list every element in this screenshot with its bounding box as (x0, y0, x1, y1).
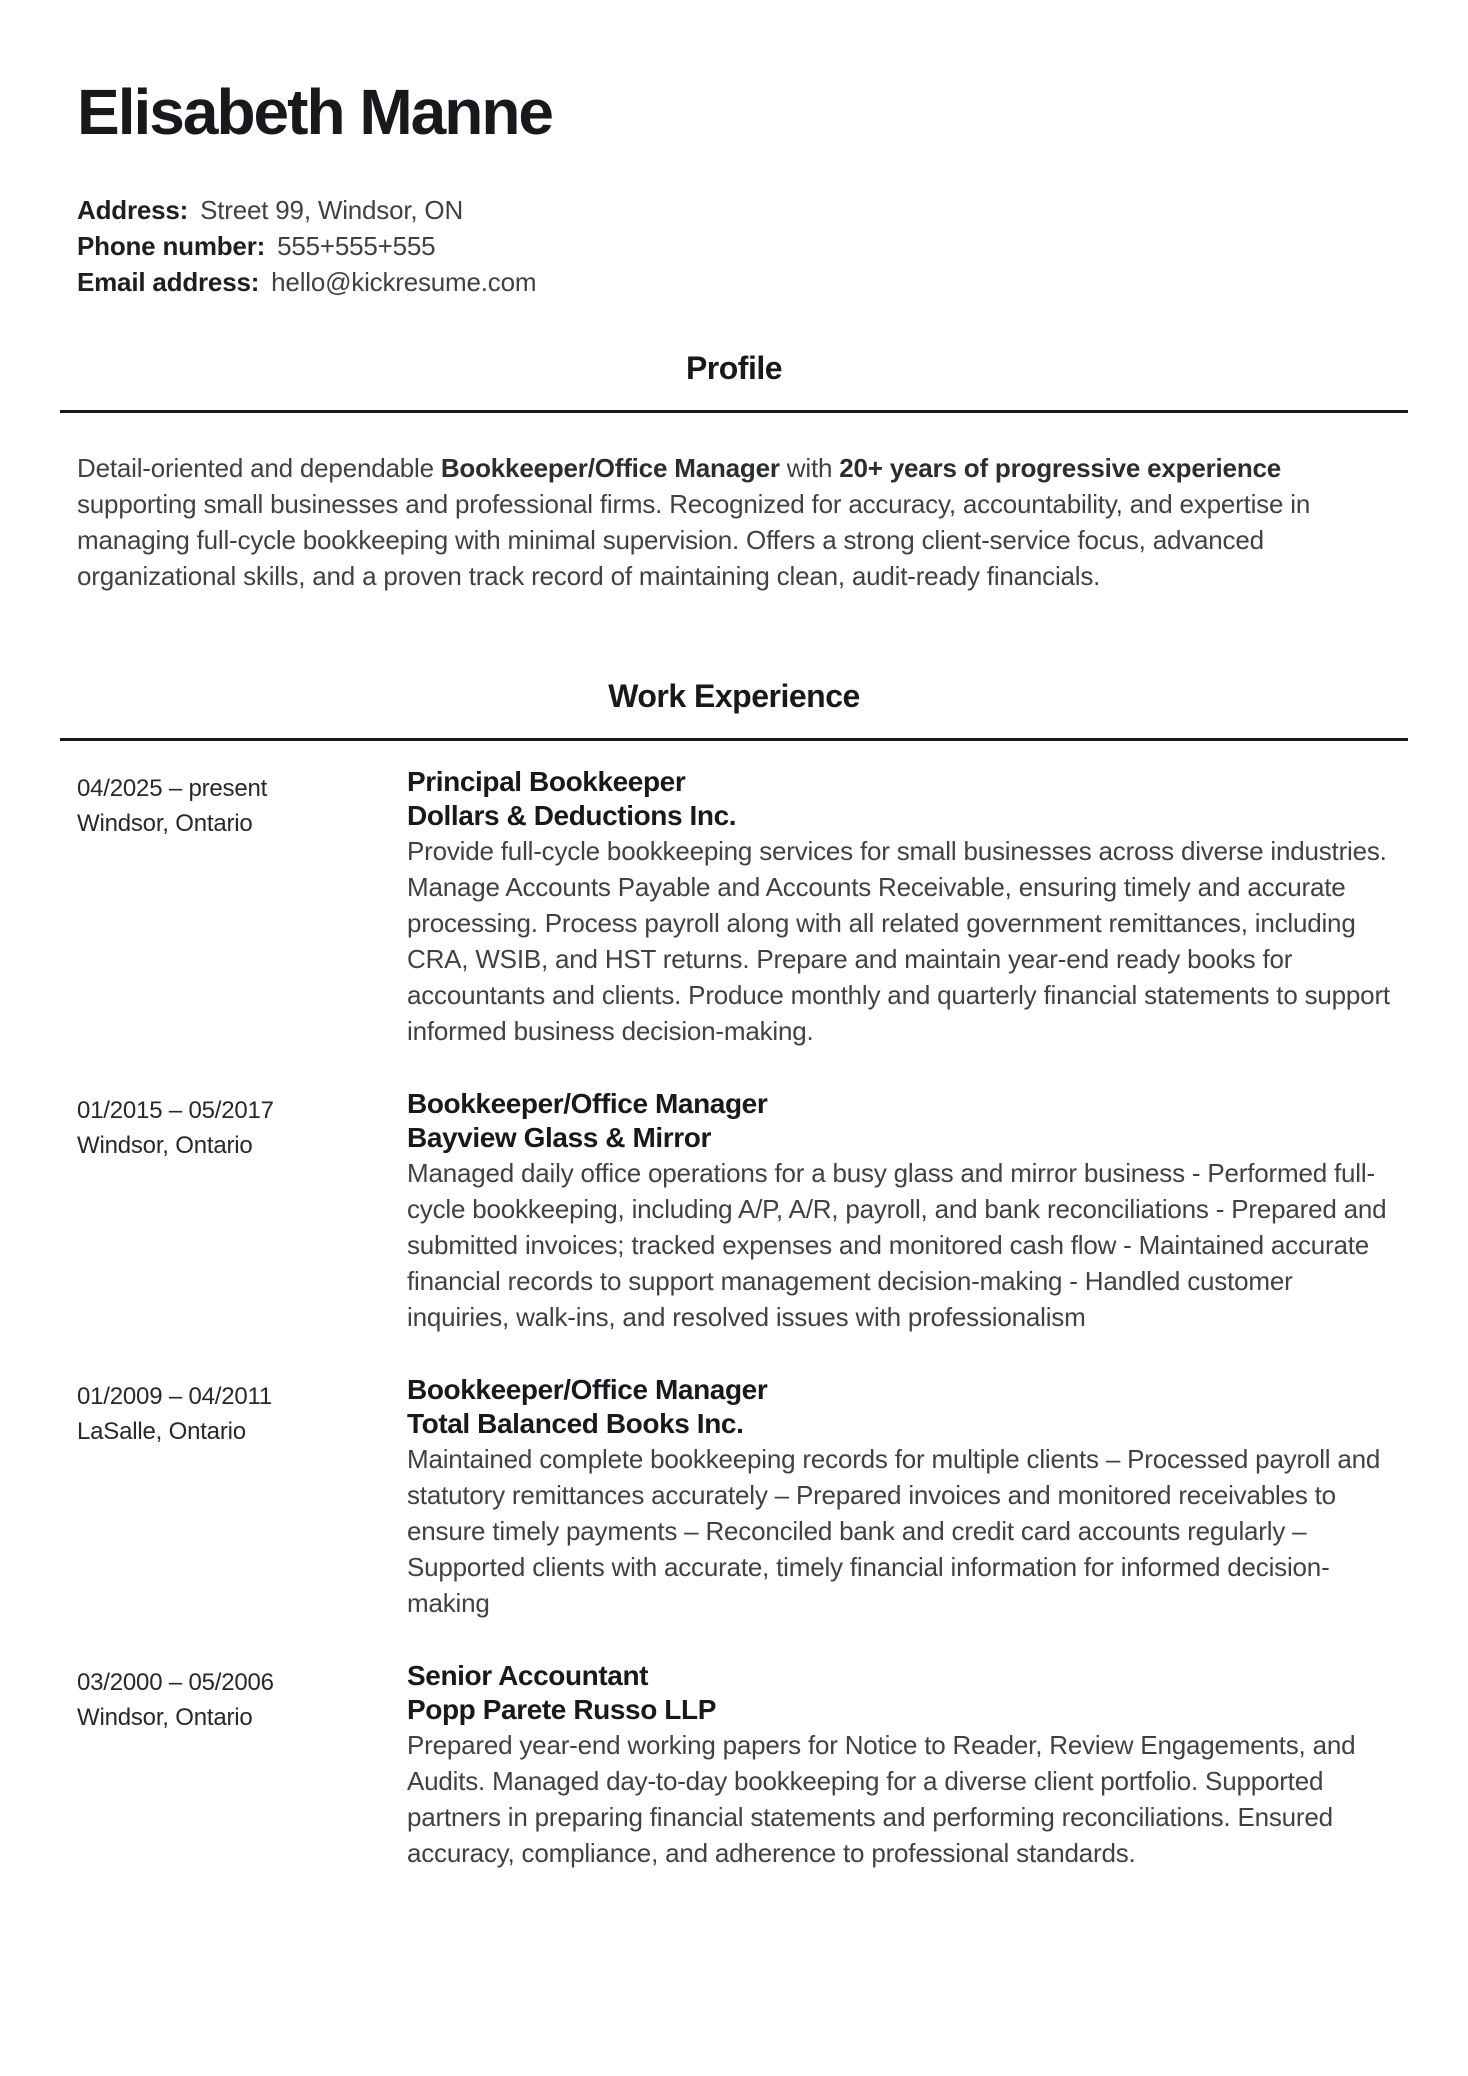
entry-role: Bookkeeper/Office Manager (407, 1374, 768, 1405)
profile-divider (60, 410, 1408, 413)
email-label: Email address: (77, 267, 260, 297)
address-value: Street 99, Windsor, ON (200, 195, 464, 225)
entry-location: Windsor, Ontario (77, 810, 253, 837)
entry-dates: 01/2009 – 04/2011 (77, 1383, 273, 1410)
contact-block (60, 192, 1408, 300)
contact-row-email (77, 264, 1391, 300)
entry-dates: 03/2000 – 05/2006 (77, 1669, 274, 1696)
work-entries (60, 765, 1408, 1871)
profile-segment: Detail-oriented and dependable (77, 453, 441, 483)
profile-segment: supporting small businesses and professional firms. Recognized for accuracy, accountability, and expertise in managing full-cycle bookkeeping with minimal supervision. Offers a strong client-service focus, advanced organizational skills, and a proven track record of maintaining clean, audit-ready financials. (77, 489, 1311, 591)
address-label: Address: (77, 195, 189, 225)
contact-row-address (77, 192, 1391, 228)
entry-company: Popp Parete Russo LLP (407, 1694, 716, 1725)
work-entry (77, 765, 1391, 1049)
entry-description: Prepared year-end working papers for Notice to Reader, Review Engagements, and Audits. Managed day-to-day bookkeeping for a diverse client portfolio. Supported partners in preparing financial statements and performing reconciliations. Ensured accuracy, compliance, and adherence to professional standards. (407, 1730, 1356, 1868)
phone-label: Phone number: (77, 231, 266, 261)
entry-role: Principal Bookkeeper (407, 766, 686, 797)
candidate-name: Elisabeth Manne (77, 76, 552, 148)
profile-segment-bold: Bookkeeper/Office Manager (440, 453, 780, 483)
entry-description: Managed daily office operations for a busy glass and mirror business - Performed full-cycle bookkeeping, including A/P, A/R, payroll, and bank reconciliations - Prepared and submitted invoices; tracked expenses and monitored cash flow - Maintained accurate financial records to support management decision-making - Handled customer inquiries, walk-ins, and resolved issues with professionalism (407, 1158, 1387, 1332)
entry-dates: 04/2025 – present (77, 775, 268, 802)
entry-location: Windsor, Ontario (77, 1132, 253, 1159)
section-title-profile: Profile (685, 350, 783, 386)
entry-body (407, 765, 1391, 1049)
email-value: hello@kickresume.com (271, 267, 537, 297)
entry-body (407, 1373, 1391, 1621)
entry-role: Bookkeeper/Office Manager (407, 1088, 768, 1119)
work-entry (77, 1659, 1391, 1871)
section-title-work-experience: Work Experience (608, 678, 860, 714)
entry-location: LaSalle, Ontario (77, 1418, 246, 1445)
phone-value: 555+555+555 (277, 231, 436, 261)
entry-company: Dollars & Deductions Inc. (407, 800, 737, 831)
entry-location: Windsor, Ontario (77, 1704, 253, 1731)
entry-meta (77, 1373, 407, 1449)
entry-meta (77, 1659, 407, 1735)
entry-company: Bayview Glass & Mirror (407, 1122, 711, 1153)
work-entry (77, 1087, 1391, 1335)
profile-segment: with (779, 453, 840, 483)
entry-dates: 01/2015 – 05/2017 (77, 1097, 274, 1124)
entry-description: Provide full-cycle bookkeeping services for small businesses across diverse industries. Manage Accounts Payable and Accounts Receivable, ensuring timely and accurate processing. Process payroll along with all related government remittances, including CRA, WSIB, and HST returns. Prepare and maintain year-end ready books for accountants and clients. Produce monthly and quarterly financial statements to support informed business decision-making. (407, 836, 1390, 1046)
contact-row-phone (77, 228, 1391, 264)
entry-company: Total Balanced Books Inc. (407, 1408, 744, 1439)
profile-segment-bold: 20+ years of progressive experience (839, 453, 1282, 483)
entry-body (407, 1087, 1391, 1335)
entry-role: Senior Accountant (407, 1660, 649, 1691)
entry-body (407, 1659, 1391, 1871)
profile-paragraph (60, 450, 1380, 594)
work-divider (60, 738, 1408, 741)
entry-meta (77, 1087, 407, 1163)
work-entry (77, 1373, 1391, 1621)
entry-description: Maintained complete bookkeeping records for multiple clients – Processed payroll and statutory remittances accurately – Prepared invoices and monitored receivables to ensure timely payments – Reconciled bank and credit card accounts regularly – Supported clients with accurate, timely financial information for informed decision-making (407, 1444, 1381, 1618)
entry-meta (77, 765, 407, 841)
